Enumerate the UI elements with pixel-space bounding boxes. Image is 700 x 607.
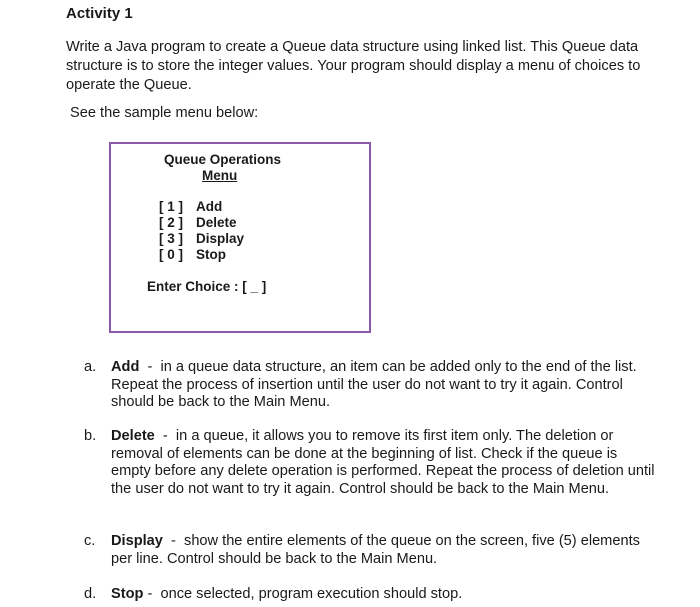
menu-option-display [159, 231, 244, 247]
list-item-description: in a queue data structure, an item can be added only to the end of the list. Repeat the process of insertion until the user do not want to try it again. Control should be back to the Main Menu. [111, 359, 637, 410]
list-item-description: show the entire elements of the queue on the screen, five (5) elements per line. Control should be back to the Main Menu. [111, 533, 640, 567]
list-item-name: Add [111, 359, 140, 375]
menu-option-key: [ 0 ] [159, 247, 184, 262]
list-item-delete [84, 428, 656, 498]
list-item-separator: - [139, 359, 161, 375]
menu-option-stop [159, 247, 244, 263]
list-item-name: Stop [111, 586, 144, 602]
menu-option-delete [159, 215, 244, 231]
list-item-add [84, 359, 656, 412]
menu-options [159, 199, 244, 263]
list-item-description: in a queue, it allows you to remove its first item only. The deletion or removal of elements can be done at the beginning of list. Check if the queue is empty before any delete operation is performed. Repeat the process of deletion until the user do not want to try it again. Control should be back to the Main Menu. [111, 428, 655, 497]
list-item-letter: c. [84, 533, 96, 549]
list-item-separator: - [143, 586, 161, 602]
enter-choice-prompt: Enter Choice : [ _ ] [147, 279, 267, 294]
menu-option-key: [ 2 ] [159, 215, 184, 230]
list-item-separator: - [162, 533, 185, 549]
sample-menu-box [109, 142, 371, 333]
activity-title: Activity 1 [66, 5, 133, 22]
list-item-separator: - [154, 428, 176, 444]
menu-option-label: Display [196, 231, 245, 246]
menu-option-key: [ 3 ] [159, 231, 184, 246]
list-item-name: Display [111, 533, 163, 549]
menu-option-add [159, 199, 244, 215]
list-item-description: once selected, program execution should stop. [160, 586, 463, 602]
menu-option-key: [ 1 ] [159, 199, 184, 214]
menu-option-label: Delete [196, 215, 237, 230]
list-item-letter: d. [84, 586, 97, 602]
menu-option-label: Add [196, 199, 223, 214]
list-item-letter: b. [84, 428, 97, 444]
menu-subtitle: Menu [202, 168, 238, 183]
see-sample-text: See the sample menu below: [70, 105, 259, 121]
list-item-display [84, 533, 656, 568]
list-item-name: Delete [111, 428, 155, 444]
menu-title: Queue Operations [164, 152, 282, 167]
intro-paragraph: Write a Java program to create a Queue data structure using linked list. This Queue data structure is to store the integer values. Your program should display a menu of choices to operate the Queue. [66, 39, 641, 93]
list-item-letter: a. [84, 359, 97, 375]
menu-option-label: Stop [196, 247, 226, 262]
list-item-stop [84, 586, 656, 604]
